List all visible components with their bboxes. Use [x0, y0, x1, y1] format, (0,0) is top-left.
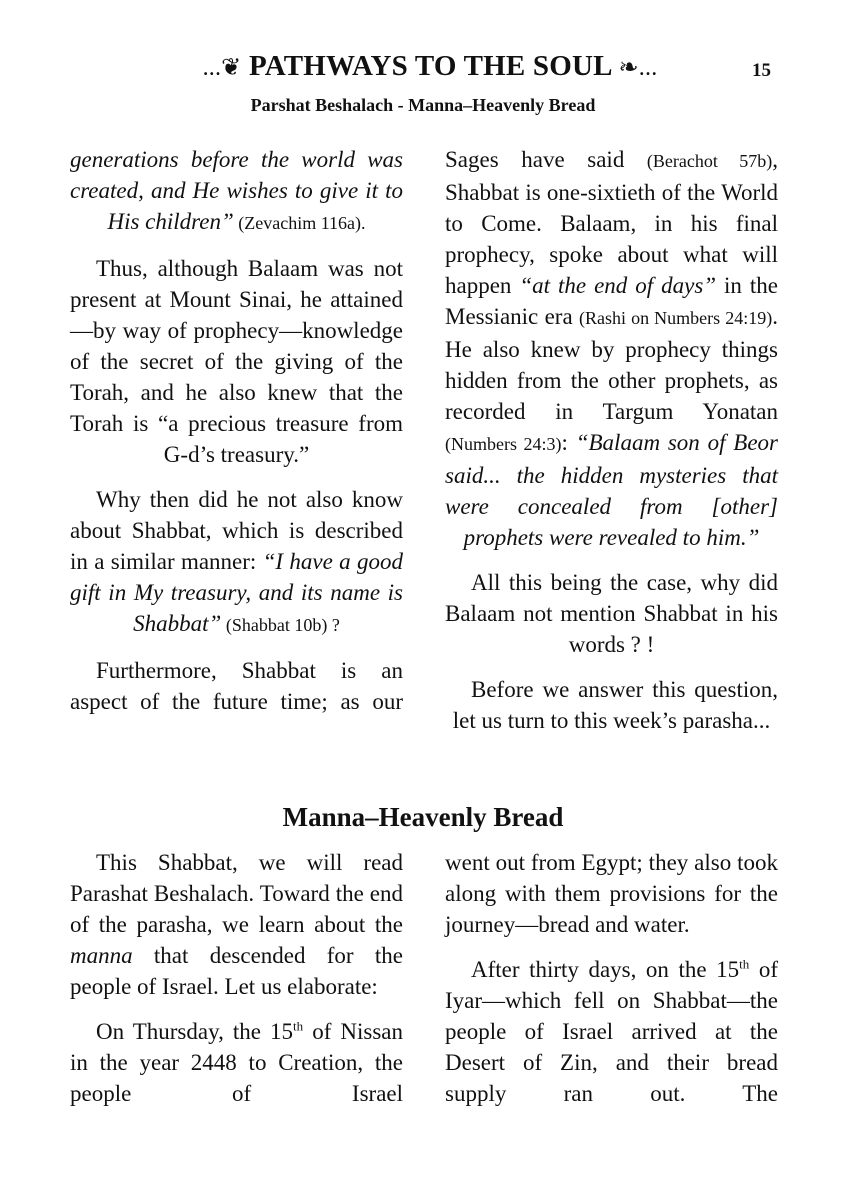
paragraph [445, 847, 778, 940]
text: , Shabbat is one-sixtieth of the World to Come. Balaam, in his final prophecy, spoke about what will happen [445, 147, 778, 298]
section-heading: Manna–Heavenly Bread [282, 802, 564, 832]
citation: (Zevachim 116a). [233, 213, 366, 233]
text: Before we answer this question, let us turn to this week’s parasha... [452, 677, 778, 733]
column-bottom-right [445, 847, 778, 1123]
italic-text: “at the end of days” [519, 273, 717, 298]
text: Why then did he not also know about Shabbat, which is described in a similar manner: [70, 487, 403, 574]
text: . He also knew by prophecy things hidden from the other prophets, as recorded in Targum Yonatan [445, 304, 778, 424]
ornament-right-icon: ❧... [618, 55, 658, 81]
ornament-left-icon: ...❦ [202, 55, 242, 81]
text: went out from Egypt; they also took along with them provisions for the journey—bread and water. [445, 850, 778, 937]
paragraph [70, 253, 403, 470]
citation: (Shabbat 10b) ? [221, 615, 340, 635]
citation: (Rashi on Numbers 24:19) [579, 308, 773, 328]
ordinal-suffix: th [293, 1018, 304, 1034]
italic-text: generations before the world was created, and He wishes to give it to His children” [70, 147, 403, 234]
chapter-subtitle: Parshat Beshalach - Manna–Heavenly Bread [250, 95, 596, 115]
citation: (Numbers 24:3) [445, 434, 562, 454]
page-number: 15 [752, 60, 771, 81]
text: All this being the case, why did Balaam not mention Shabbat in his words ? ! [445, 570, 778, 657]
text: After thirty days, on the 15 [471, 957, 740, 982]
text: of Iyar—which fell on Shabbat—the people of Israel arrived at the Desert of Zin, and their bread supply ran out. The [445, 957, 778, 1106]
paragraph [445, 674, 778, 736]
text: Thus, although Balaam was not present at Mount Sinai, he attained—by way of prophecy—knowledge of the secret of the giving of the Torah, and he also knew that the Torah is “a precious treasure from G-d’s treasury.” [70, 256, 403, 467]
text: that descended for the people of Israel. Let us elaborate: [70, 943, 403, 999]
column-top-right [445, 144, 778, 750]
text: in the Messianic era [445, 273, 778, 329]
text: of Nissan in the year 2448 to Creation, the people of Israel [70, 1019, 403, 1106]
paragraph [445, 954, 778, 1109]
running-header [0, 50, 846, 90]
text: Furthermore, Shabbat is an aspect of the future time; as our [70, 658, 403, 714]
text: This Shabbat, we will read Parashat Beshalach. Toward the end of the parasha, we learn about the [70, 850, 403, 937]
citation: (Berachot 57b) [646, 151, 773, 171]
italic-text: “I have a good gift in My treasury, and its name is Shabbat” [70, 549, 403, 636]
paragraph [70, 847, 403, 1002]
italic-text: “Balaam son of Beor said... the hidden mysteries that were concealed from [other] prophets were revealed to him.” [445, 430, 778, 550]
italic-text: manna [70, 943, 133, 968]
column-bottom-left [70, 847, 403, 1123]
paragraph [445, 567, 778, 660]
paragraph [70, 144, 403, 239]
paragraph [70, 484, 403, 641]
paragraph [70, 1016, 403, 1109]
book-title-text: PATHWAYS TO THE SOUL [248, 50, 612, 82]
paragraph [445, 144, 778, 553]
column-top-left [70, 144, 403, 731]
text: : [561, 430, 576, 455]
book-title [130, 50, 730, 83]
ordinal-suffix: th [739, 956, 750, 972]
text: On Thursday, the 15 [96, 1019, 294, 1044]
text: Sages have said [445, 147, 647, 172]
paragraph [70, 655, 403, 717]
